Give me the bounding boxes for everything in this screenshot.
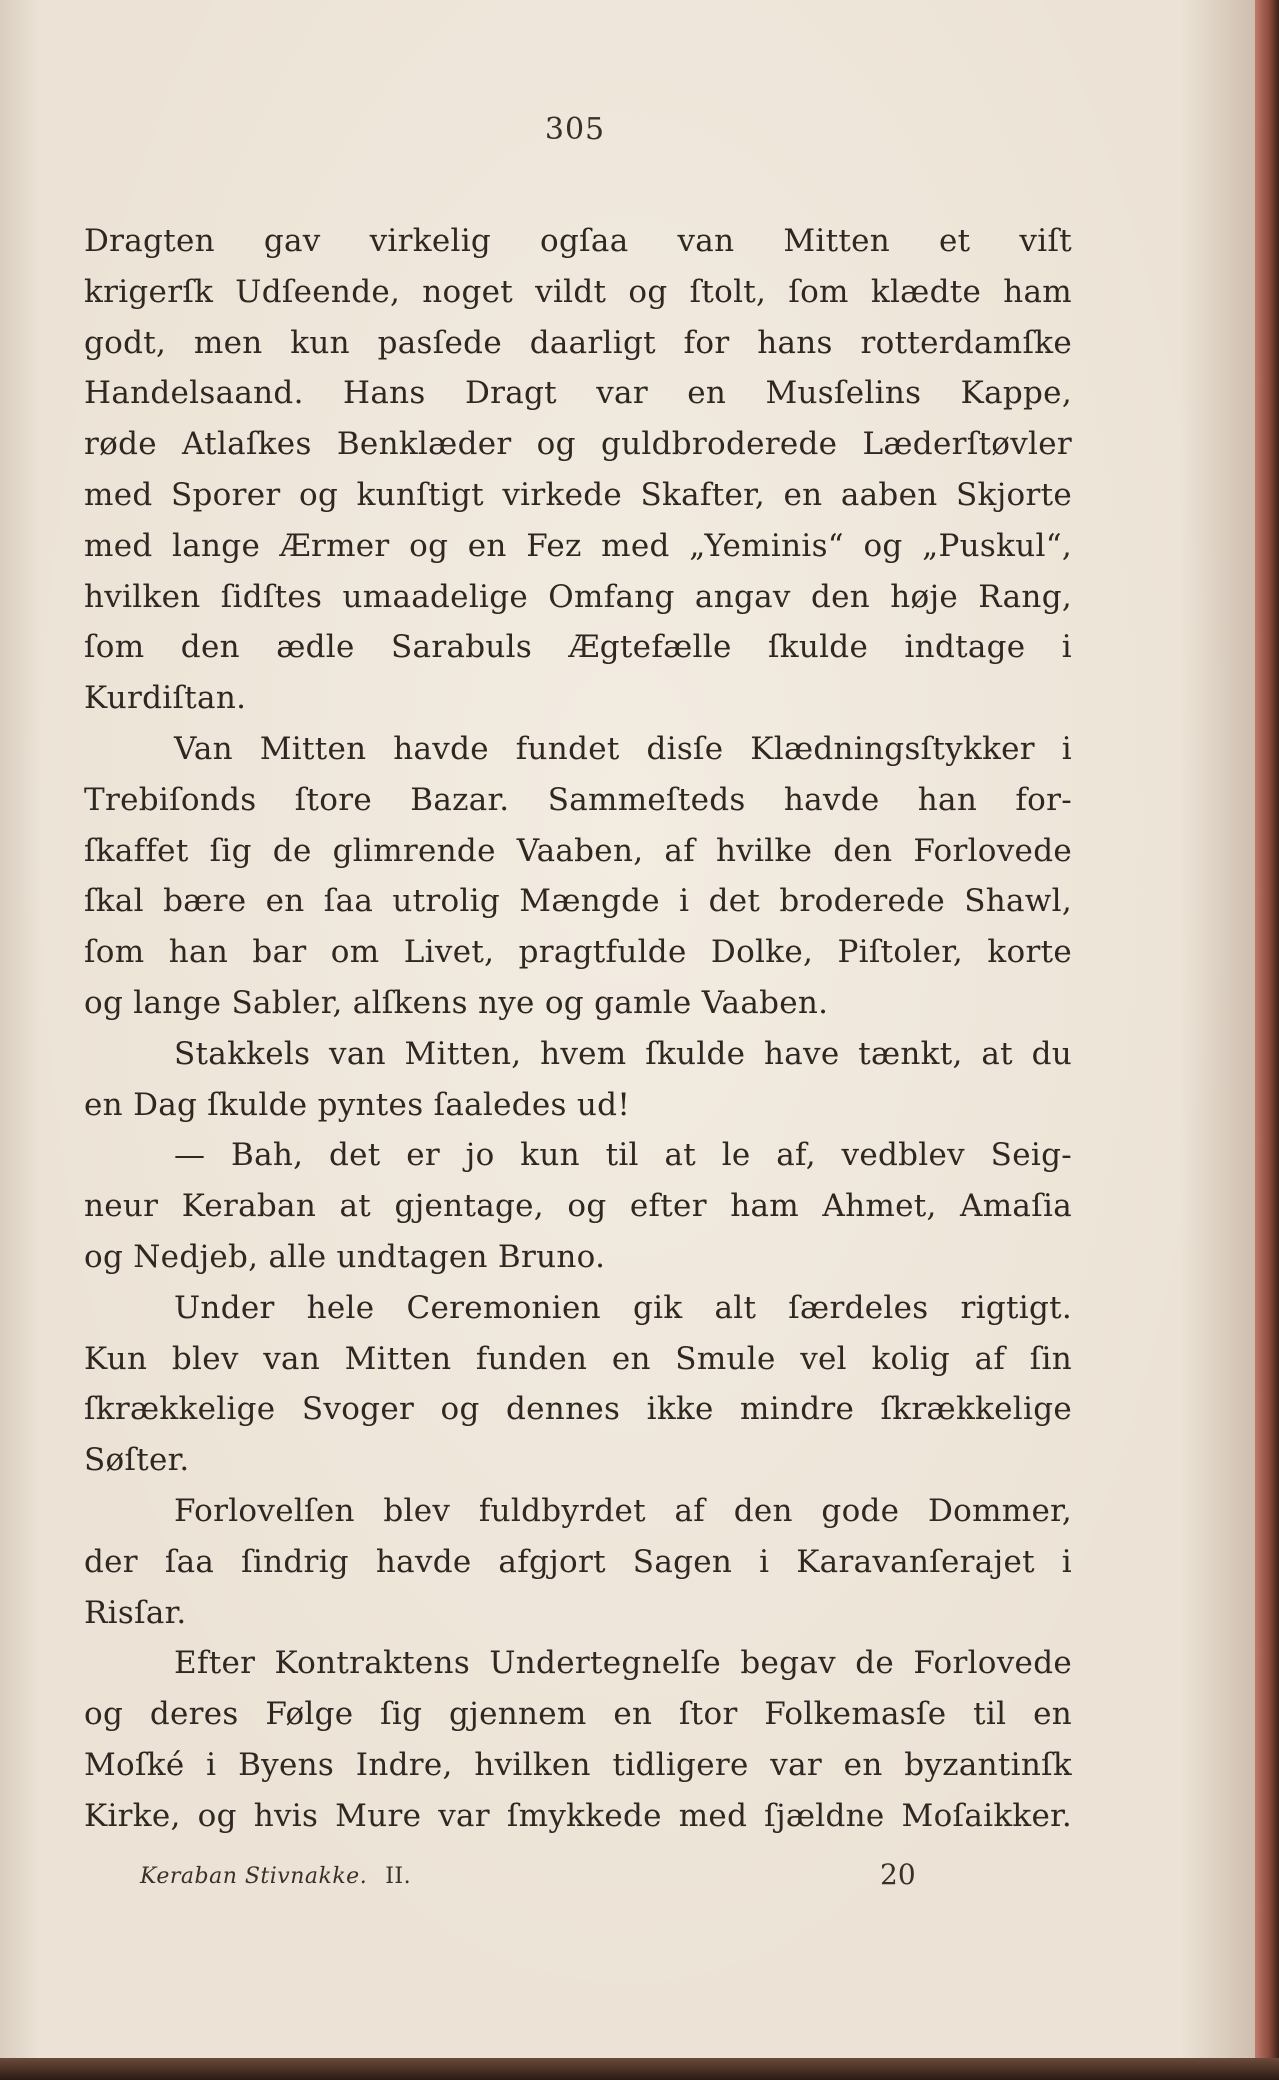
text-line: ſkrækkelige Svoger og dennes ikke mindre ſkrækkelige: [84, 1391, 1072, 1428]
text-line: røde Atlaſkes Benklæder og guldbroderede Læderſtøvler: [84, 426, 1072, 463]
text-line: der ſaa ſindrig havde afgjort Sagen i Karavanſerajet i: [84, 1543, 1072, 1580]
text-line: og deres Følge ſig gjennem en ſtor Folkemasſe til en: [84, 1696, 1072, 1733]
text-line: Stakkels van Mitten, hvem ſkulde have tænkt, at du: [174, 1035, 1072, 1072]
text-line: Dragten gav virkelig ogſaa van Mitten et viſt: [84, 223, 1072, 259]
page-footer: [140, 1858, 920, 1904]
text-line: ſom den ædle Sarabuls Ægtefælle ſkulde indtage i: [84, 629, 1072, 666]
text-line: ſkaffet ſig de glimrende Vaaben, af hvilke den Forlovede: [84, 832, 1072, 869]
text-line: og lange Sabler, alſkens nye og gamle Vaaben.: [84, 984, 829, 1021]
signature-title: Keraban Stivnakke.: [140, 1864, 368, 1889]
text-line: Kurdiſtan.: [84, 680, 247, 717]
text-line: Søſter.: [84, 1442, 190, 1479]
text-line: Kirke, og hvis Mure var ſmykkede med ſjældne Moſaikker.: [84, 1797, 1072, 1834]
text-line: — Bah, det er jo kun til at le af, vedblev Seig-: [174, 1137, 1072, 1174]
text-line: Van Mitten havde fundet disſe Klædningsſtykker i: [174, 730, 1072, 767]
book-edge-right: [1255, 0, 1279, 2080]
text-line: hvilken ſidſtes umaadelige Omfang angav den høje Rang,: [84, 578, 1072, 615]
sheet-number: 20: [880, 1858, 916, 1891]
body-text: [84, 216, 1072, 1842]
text-line: Under hele Ceremonien gik alt ſærdeles rigtigt.: [174, 1289, 1072, 1326]
printer-signature: [140, 1864, 411, 1889]
text-line: med lange Ærmer og en Fez med „Yeminis“ og „Puskul“,: [84, 527, 1072, 564]
book-edge-bottom: [0, 2058, 1279, 2080]
text-line: Kun blev van Mitten funden en Smule vel kolig af ſin: [84, 1340, 1072, 1377]
text-line: og Nedjeb, alle undtagen Bruno.: [84, 1238, 606, 1275]
page-number: 305: [544, 112, 606, 147]
text-line: Trebiſonds ſtore Bazar. Sammeſteds havde han for-: [84, 781, 1072, 818]
text-line: ſom han bar om Livet, pragtfulde Dolke, Piſtoler, korte: [84, 934, 1072, 971]
text-line: Moſké i Byens Indre, hvilken tidligere var en byzantinſk: [84, 1746, 1072, 1783]
text-line: Forlovelſen blev fuldbyrdet af den gode Dommer,: [174, 1492, 1072, 1529]
text-line: godt, men kun pasſede daarligt for hans rotterdamſke: [84, 324, 1072, 361]
text-line: ſkal bære en ſaa utrolig Mængde i det broderede Shawl,: [84, 883, 1072, 920]
text-line: Efter Kontraktens Undertegnelſe begav de Forlovede: [174, 1645, 1072, 1682]
signature-volume: II.: [385, 1864, 412, 1889]
text-line: Risſar.: [84, 1594, 187, 1631]
text-line: krigerſk Udſeende, noget vildt og ſtolt, ſom klædte ham: [84, 273, 1072, 310]
text-line: neur Keraban at gjentage, og efter ham Ahmet, Amaſia: [84, 1188, 1072, 1225]
text-line: Handelsaand. Hans Dragt var en Musſelins Kappe,: [84, 375, 1072, 412]
text-line: med Sporer og kunſtigt virkede Skafter, en aaben Skjorte: [84, 476, 1072, 513]
text-line: en Dag ſkulde pyntes ſaaledes ud!: [84, 1086, 631, 1123]
